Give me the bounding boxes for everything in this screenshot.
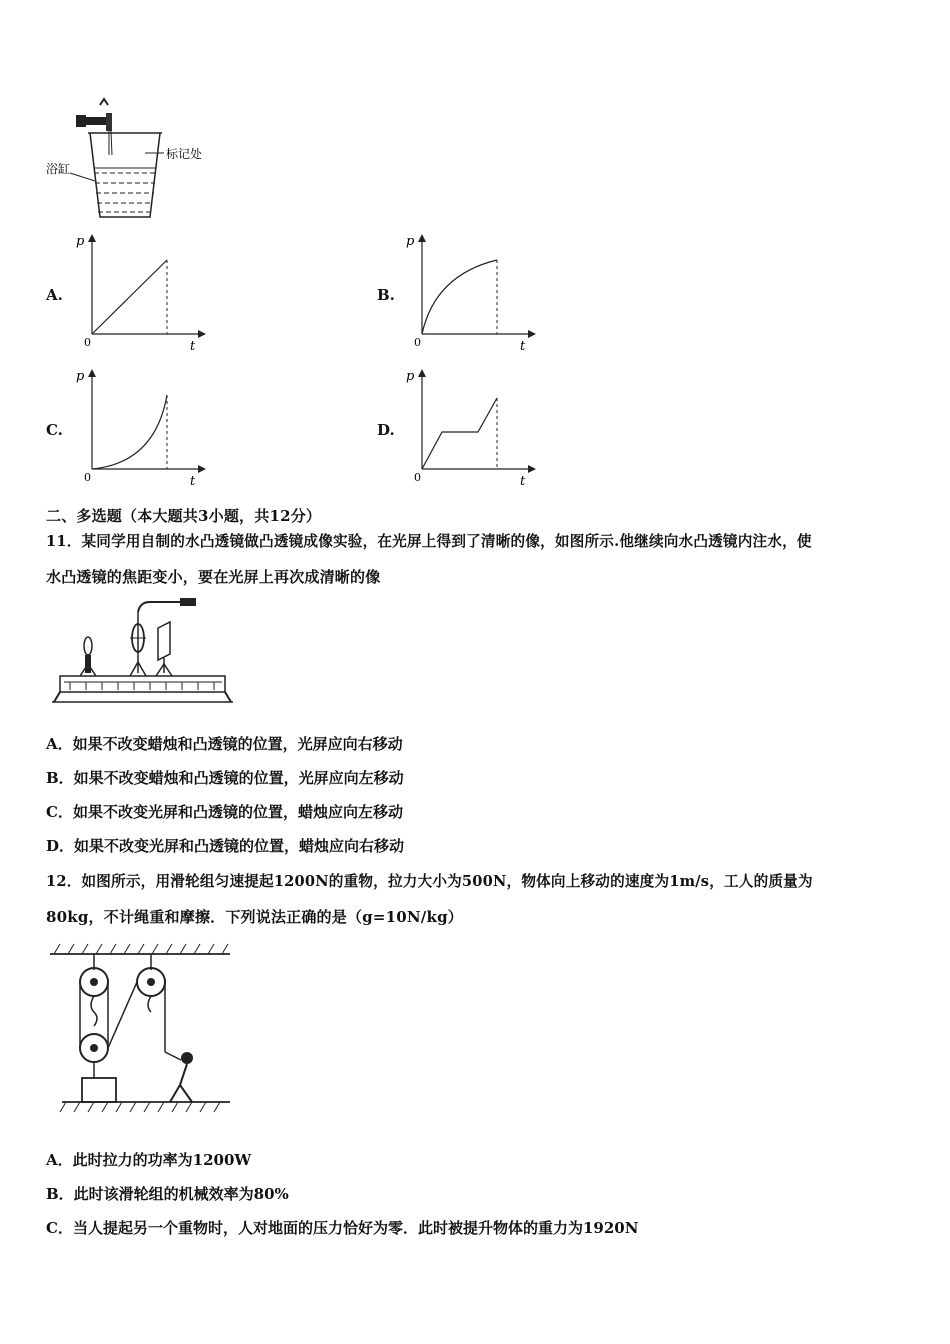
faucet-pipe [86, 117, 106, 125]
faucet-spout [106, 113, 112, 131]
curve-concave-up [92, 395, 167, 469]
graph-b [400, 230, 540, 355]
q12-stem-line1: 12．如图所示，用滑轮组匀速提起1200N的重物，拉力大小为500N，物体向上移动的速度为1m/s，工人的质量为 [46, 873, 813, 890]
origin-label: 0 [84, 336, 91, 349]
y-label: p [406, 369, 415, 384]
origin-label: 0 [414, 471, 421, 484]
q12-option-a[interactable]: A．此时拉力的功率为1200W [46, 1151, 252, 1169]
q11-option-c[interactable]: C．如果不改变光屏和凸透镜的位置，蜡烛应向左移动 [46, 803, 403, 821]
origin-label: 0 [84, 471, 91, 484]
q12-option-c[interactable]: C．当人提起另一个重物时，人对地面的压力恰好为零．此时被提升物体的重力为1920N [46, 1219, 639, 1237]
optical-bench-figure [50, 598, 235, 708]
x-label: t [520, 474, 526, 489]
curve-piecewise [422, 398, 497, 469]
q11-stem-line2: 水凸透镜的焦距变小，要在光屏上再次成清晰的像 [46, 568, 381, 586]
bathtub-figure [40, 95, 230, 230]
candle-flame-icon [84, 637, 92, 655]
y-label: p [76, 369, 85, 384]
graph-c [70, 365, 210, 490]
q11-option-a[interactable]: A．如果不改变蜡烛和凸透镜的位置，光屏应向右移动 [46, 735, 403, 753]
option-b-letter: B. [377, 286, 395, 304]
pulley-figure [46, 940, 231, 1115]
q11-option-b[interactable]: B．如果不改变蜡烛和凸透镜的位置，光屏应向左移动 [46, 769, 404, 787]
graph-a [70, 230, 210, 355]
q11-stem-line1: 11．某同学用自制的水凸透镜做凸透镜成像实验，在光屏上得到了清晰的像，如图所示.他继续向水凸透镜内注水，使 [46, 533, 812, 550]
option-a-letter: A. [46, 286, 63, 304]
optical-bench [60, 676, 225, 692]
label-mark: 标记处 [166, 147, 203, 161]
weight-block [82, 1078, 116, 1102]
option-c-letter: C. [46, 421, 63, 439]
curve-linear [92, 260, 167, 334]
q12-option-b[interactable]: B．此时该滑轮组的机械效率为80% [46, 1185, 289, 1203]
x-label: t [520, 339, 526, 354]
syringe-icon [180, 598, 196, 606]
worker-icon [181, 1052, 193, 1064]
bathtub-outline [90, 133, 160, 217]
y-label: p [76, 234, 85, 249]
curve-concave-down [422, 260, 497, 334]
x-label: t [190, 339, 196, 354]
light-screen [158, 622, 170, 660]
origin-label: 0 [414, 336, 421, 349]
q11-option-d[interactable]: D．如果不改变光屏和凸透镜的位置，蜡烛应向右移动 [46, 837, 405, 855]
q12-stem-line2: 80kg，不计绳重和摩擦．下列说法正确的是（g=10N/kg） [46, 908, 463, 926]
faucet-handle-icon [76, 115, 86, 127]
label-tub: 浴缸 [46, 162, 71, 176]
x-label: t [190, 474, 196, 489]
section-heading: 二、多选题（本大题共3小题，共12分） [46, 507, 322, 525]
option-d-letter: D. [377, 421, 395, 439]
graph-d [400, 365, 540, 490]
y-label: p [406, 234, 415, 249]
